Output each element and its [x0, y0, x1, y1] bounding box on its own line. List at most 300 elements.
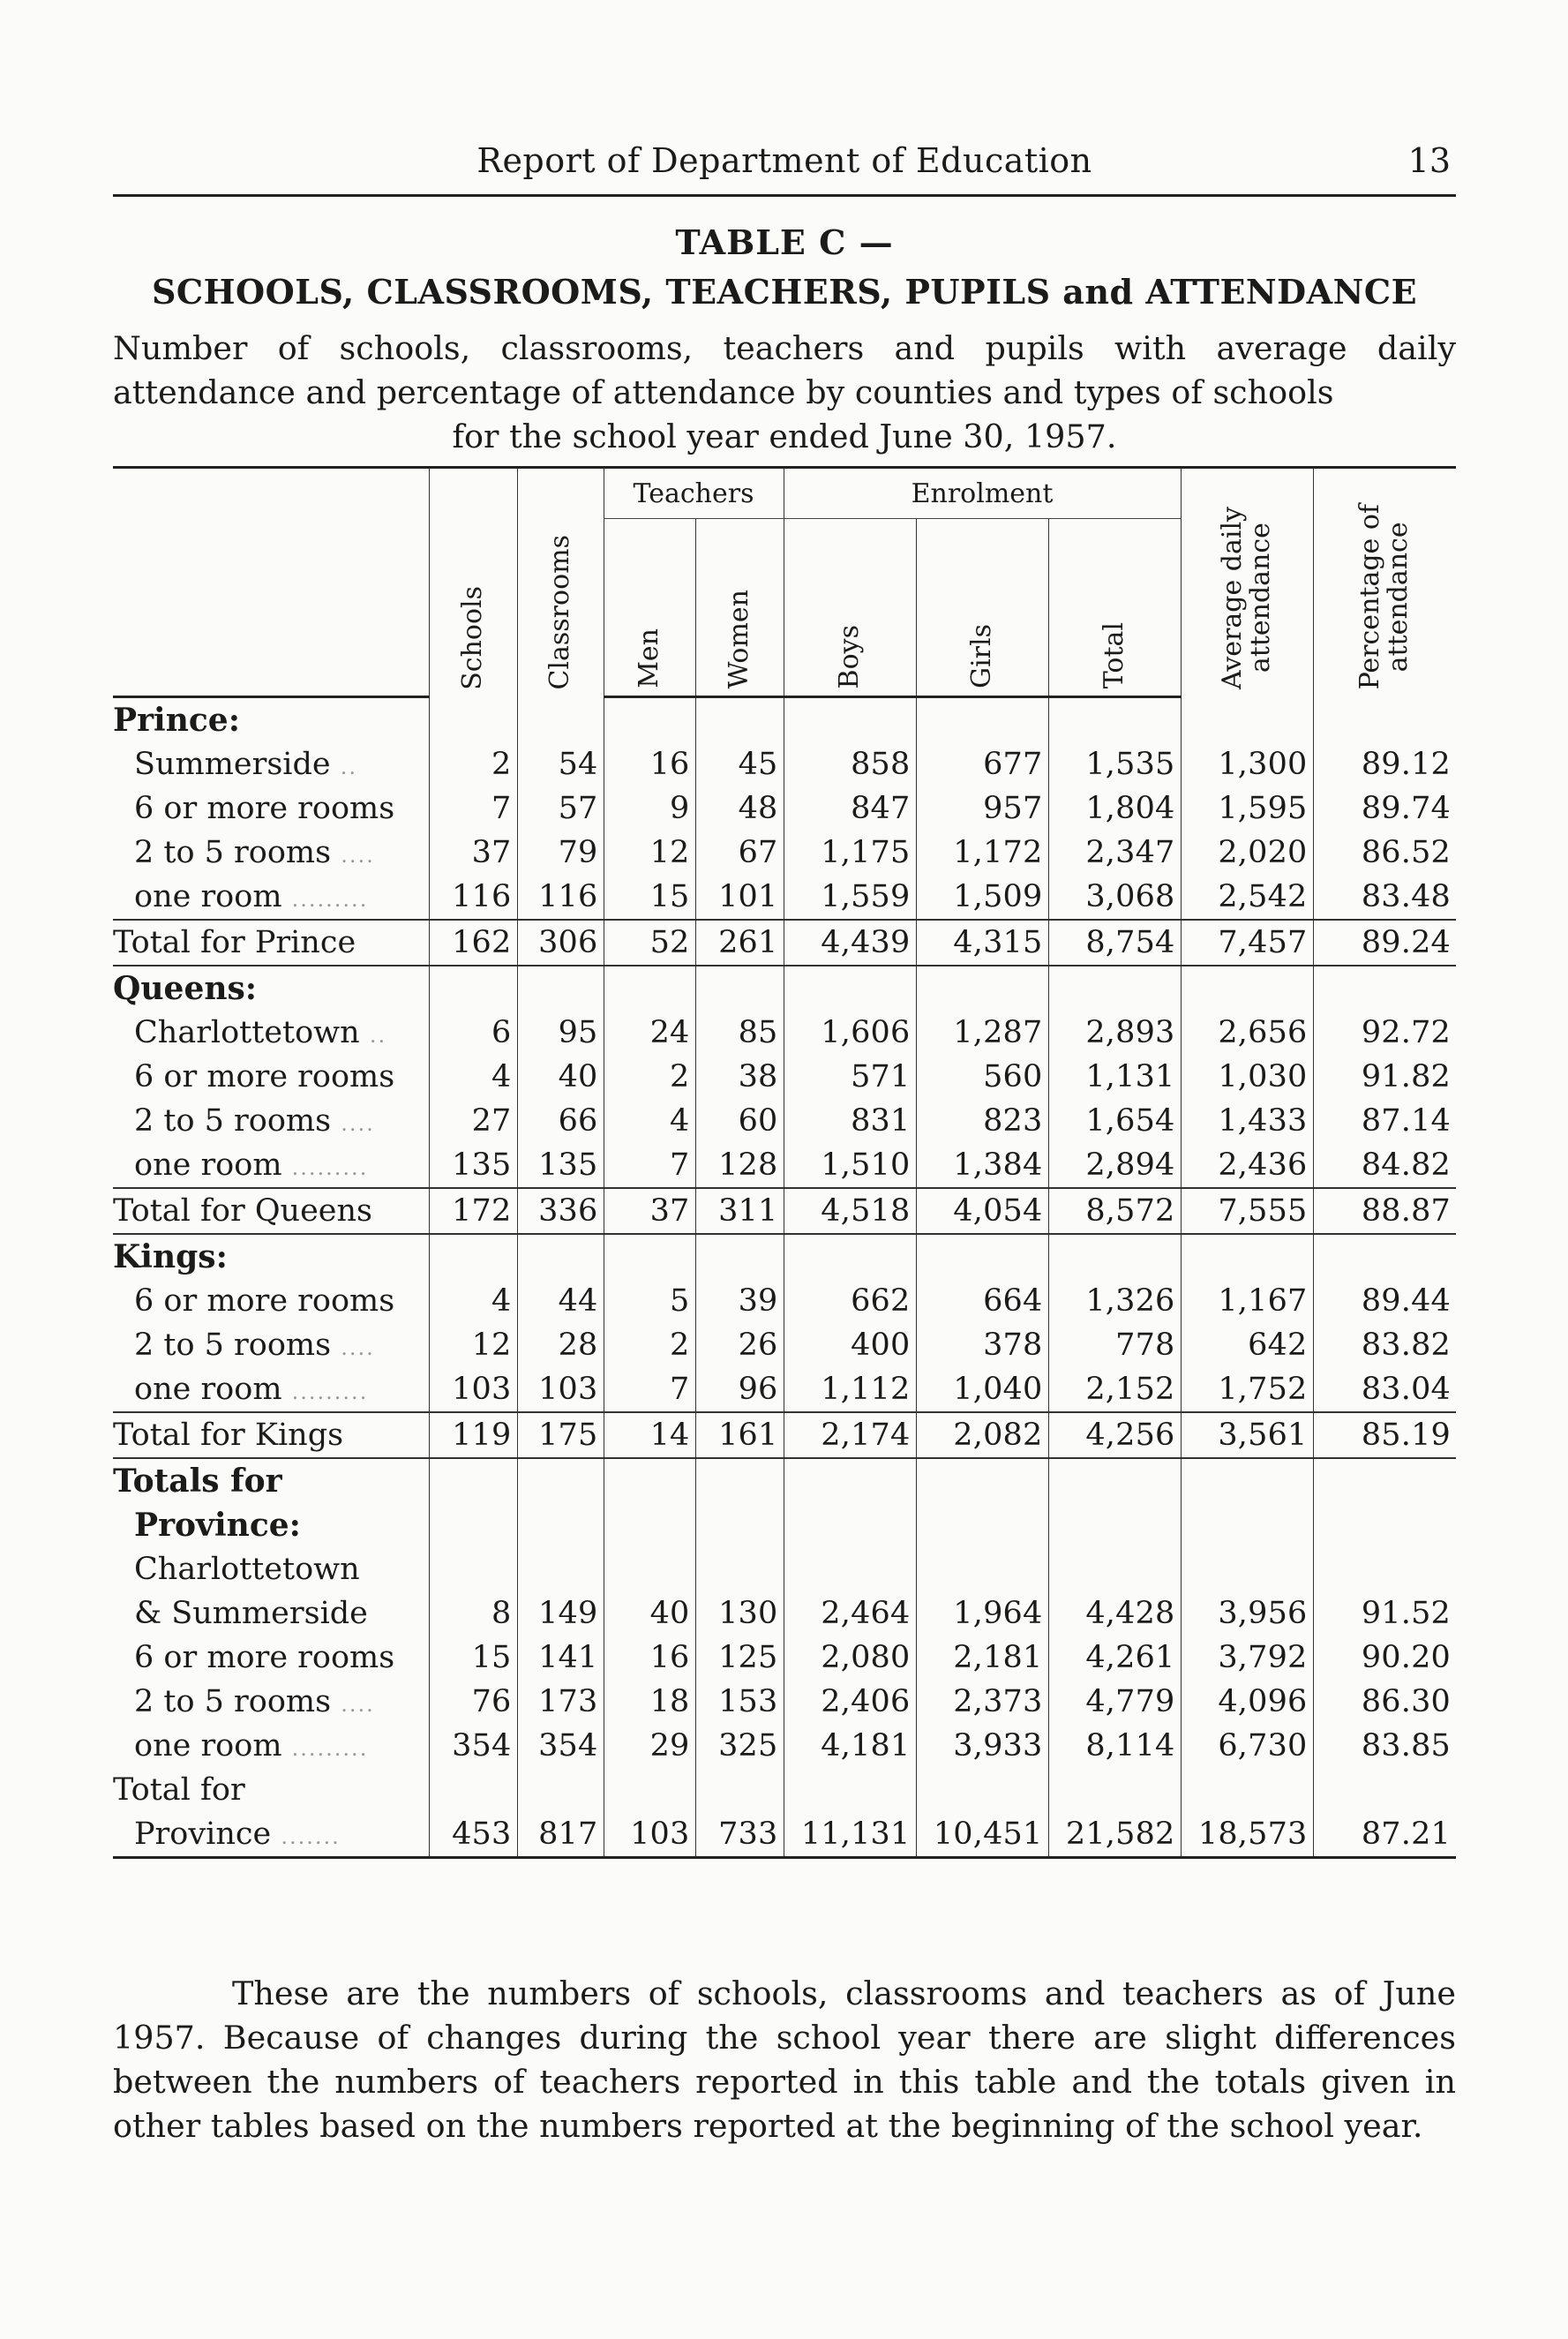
leader-dots: ......... — [291, 1380, 369, 1404]
column-header-percentage-attendance-label: Percentage of attendance — [1354, 504, 1414, 690]
row-label-text: Totals for — [113, 1463, 282, 1500]
table-cell: 37 — [429, 831, 517, 875]
table-cell: 1,606 — [784, 1011, 916, 1055]
row-label — [113, 1503, 429, 1547]
table-cell — [1313, 697, 1456, 743]
row-label-text: one room — [134, 1372, 282, 1407]
column-header-classrooms-label: Classrooms — [544, 534, 575, 690]
table-cell: 103 — [517, 1367, 604, 1412]
table-cell: 8,572 — [1048, 1188, 1181, 1234]
row-label — [113, 875, 429, 920]
table-cell — [1313, 1503, 1456, 1547]
table-cell: 92.72 — [1313, 1011, 1456, 1055]
table-cell — [695, 1458, 784, 1503]
leader-dots: .... — [341, 843, 375, 868]
table-cell: 1,167 — [1181, 1279, 1313, 1323]
table-cell: 48 — [695, 786, 784, 831]
table-cell: 79 — [517, 831, 604, 875]
table-cell — [517, 1458, 604, 1503]
leader-dots: .... — [341, 1335, 375, 1360]
table-cell: 37 — [604, 1188, 695, 1234]
table-cell: 5 — [604, 1279, 695, 1323]
table-cell: 2,082 — [916, 1412, 1048, 1458]
table-cell: 378 — [916, 1323, 1048, 1367]
row-label-text: 6 or more rooms — [134, 791, 395, 826]
table-cell: 1,175 — [784, 831, 916, 875]
section-row — [113, 966, 1456, 1011]
section-row — [113, 697, 1456, 743]
table-cell: 261 — [695, 920, 784, 966]
row-label — [113, 697, 429, 743]
table-cell: 91.52 — [1313, 1591, 1456, 1636]
table-cell — [429, 1547, 517, 1591]
leader-dots: ......... — [291, 887, 369, 912]
table-row — [113, 1143, 1456, 1188]
table-cell — [695, 966, 784, 1011]
table-row — [113, 1724, 1456, 1768]
table-cell: 67 — [695, 831, 784, 875]
table-cell: 3,068 — [1048, 875, 1181, 920]
table-cell: 2,464 — [784, 1591, 916, 1636]
table-cell: 1,326 — [1048, 1279, 1181, 1323]
column-header-classrooms — [517, 468, 604, 697]
table-cell: 4,315 — [916, 920, 1048, 966]
table-cell: 677 — [916, 742, 1048, 786]
table-cell: 4,518 — [784, 1188, 916, 1234]
row-label-text: & Summerside — [134, 1596, 368, 1631]
table-cell — [1048, 1768, 1181, 1812]
table-cell: 101 — [695, 875, 784, 920]
table-cell: 149 — [517, 1591, 604, 1636]
table-cell: 128 — [695, 1143, 784, 1188]
table-cell — [429, 697, 517, 743]
table-cell — [916, 1503, 1048, 1547]
column-header-schools — [429, 468, 517, 697]
table-cell: 8,114 — [1048, 1724, 1181, 1768]
table-cell: 27 — [429, 1099, 517, 1143]
row-label-text: Total for Prince — [113, 925, 356, 960]
table-header — [113, 468, 1456, 697]
table-cell — [1048, 697, 1181, 743]
table-cell — [429, 1503, 517, 1547]
table-cell: 116 — [517, 875, 604, 920]
table-cell — [1313, 1234, 1456, 1279]
table-cell: 26 — [695, 1323, 784, 1367]
table-cell: 38 — [695, 1055, 784, 1099]
table-cell: 6 — [429, 1011, 517, 1055]
table-cell: 89.24 — [1313, 920, 1456, 966]
row-label — [113, 1188, 429, 1234]
table-cell — [1048, 1503, 1181, 1547]
row-label-text: Summerside — [134, 747, 331, 782]
table-cell: 141 — [517, 1636, 604, 1680]
table-cell: 21,582 — [1048, 1812, 1181, 1858]
table-cell: 2,542 — [1181, 875, 1313, 920]
table-cell: 14 — [604, 1412, 695, 1458]
table-cell: 8,754 — [1048, 920, 1181, 966]
table-cell: 40 — [517, 1055, 604, 1099]
table-cell: 1,804 — [1048, 786, 1181, 831]
table-row — [113, 786, 1456, 831]
table-row — [113, 875, 1456, 920]
column-header-boys: Boys — [784, 519, 916, 697]
row-label-text: Total for Kings — [113, 1418, 344, 1453]
table-cell — [784, 966, 916, 1011]
table-cell — [604, 966, 695, 1011]
table-cell — [1048, 1547, 1181, 1591]
table-cell: 1,535 — [1048, 742, 1181, 786]
table-cell: 89.12 — [1313, 742, 1456, 786]
table-cell: 12 — [429, 1323, 517, 1367]
row-label-text: Kings: — [113, 1238, 228, 1275]
row-label — [113, 1011, 429, 1055]
table-cell: 153 — [695, 1680, 784, 1724]
table-row — [113, 1768, 1456, 1812]
table-cell: 1,559 — [784, 875, 916, 920]
table-cell — [1313, 966, 1456, 1011]
report-title: Report of Department of Education — [476, 141, 1092, 180]
table-cell: 2,080 — [784, 1636, 916, 1680]
table-cell: 1,654 — [1048, 1099, 1181, 1143]
table-cell: 2 — [604, 1055, 695, 1099]
table-cell — [784, 1768, 916, 1812]
table-row — [113, 1055, 1456, 1099]
row-label — [113, 1099, 429, 1143]
row-label-text: Prince: — [113, 702, 240, 739]
table-cell — [1313, 1547, 1456, 1591]
table-cell: 83.04 — [1313, 1367, 1456, 1412]
description-line: attendance and percentage of attendance by counties and types of schools — [113, 373, 1334, 411]
table-cell — [916, 1547, 1048, 1591]
table-cell: 4,779 — [1048, 1680, 1181, 1724]
table-cell: 2,893 — [1048, 1011, 1181, 1055]
table-cell — [1181, 1234, 1313, 1279]
table-cell — [429, 1768, 517, 1812]
table-cell: 175 — [517, 1412, 604, 1458]
table-cell: 1,510 — [784, 1143, 916, 1188]
table-cell — [1048, 966, 1181, 1011]
total-row — [113, 1188, 1456, 1234]
table-cell: 642 — [1181, 1323, 1313, 1367]
header-blank-lower — [113, 519, 429, 697]
table-cell: 135 — [429, 1143, 517, 1188]
table-cell — [784, 697, 916, 743]
table-cell: 95 — [517, 1011, 604, 1055]
table-cell: 1,287 — [916, 1011, 1048, 1055]
table-cell — [604, 1458, 695, 1503]
table-cell: 12 — [604, 831, 695, 875]
table-cell — [517, 1547, 604, 1591]
table-cell: 354 — [517, 1724, 604, 1768]
row-label — [113, 742, 429, 786]
table-cell — [916, 966, 1048, 1011]
table-description — [113, 327, 1456, 459]
table-cell: 130 — [695, 1591, 784, 1636]
table-cell: 2 — [429, 742, 517, 786]
header-blank — [113, 468, 429, 519]
table-cell — [517, 966, 604, 1011]
table-cell: 18,573 — [1181, 1812, 1313, 1858]
column-header-women: Women — [695, 519, 784, 697]
row-label-text: Queens: — [113, 970, 258, 1007]
table-cell — [1048, 1458, 1181, 1503]
leader-dots: .... — [341, 1111, 375, 1136]
table-cell: 957 — [916, 786, 1048, 831]
row-label-text: Province — [134, 1816, 272, 1852]
table-cell: 76 — [429, 1680, 517, 1724]
row-label — [113, 1412, 429, 1458]
table-cell: 90.20 — [1313, 1636, 1456, 1680]
table-cell: 1,752 — [1181, 1367, 1313, 1412]
table-subtitle: SCHOOLS, CLASSROOMS, TEACHERS, PUPILS and ATTENDANCE — [151, 272, 1418, 312]
footnote: These are the numbers of schools, classrooms and teachers as of June 1957. Because of changes during the school year there are slight differences between the numbers of teachers reported in this table and the totals given in other tables based on the numbers reported at the beginning of the school year. — [113, 1974, 1456, 2145]
grand-total-row — [113, 1812, 1456, 1858]
table-cell: 116 — [429, 875, 517, 920]
description-line: for the school year ended June 30, 1957. — [452, 417, 1117, 455]
row-label-text: 2 to 5 rooms — [134, 1684, 332, 1719]
row-label — [113, 1812, 429, 1858]
table-cell: 2,152 — [1048, 1367, 1181, 1412]
table-cell: 733 — [695, 1812, 784, 1858]
table-cell: 96 — [695, 1367, 784, 1412]
running-header — [113, 141, 1456, 197]
table-cell: 88.87 — [1313, 1188, 1456, 1234]
table-cell: 119 — [429, 1412, 517, 1458]
table-cell — [1181, 1768, 1313, 1812]
table-cell — [695, 1547, 784, 1591]
table-cell: 1,964 — [916, 1591, 1048, 1636]
table-cell: 2,174 — [784, 1412, 916, 1458]
description-line: Number of schools, classrooms, teachers and pupils with average daily — [113, 329, 1456, 367]
table-cell: 172 — [429, 1188, 517, 1234]
row-label — [113, 966, 429, 1011]
table-cell — [604, 697, 695, 743]
row-label — [113, 1768, 429, 1812]
table-cell: 3,933 — [916, 1724, 1048, 1768]
row-label-text: one room — [134, 1728, 282, 1764]
table-cell: 86.30 — [1313, 1680, 1456, 1724]
column-header-average-attendance-label: Average daily attendance — [1217, 507, 1277, 690]
table-cell — [784, 1547, 916, 1591]
table-cell: 7 — [604, 1143, 695, 1188]
table-cell: 89.74 — [1313, 786, 1456, 831]
table-cell: 817 — [517, 1812, 604, 1858]
table-cell: 103 — [604, 1812, 695, 1858]
table-cell: 2,373 — [916, 1680, 1048, 1724]
table-cell: 306 — [517, 920, 604, 966]
section-row — [113, 1503, 1456, 1547]
table-cell: 1,509 — [916, 875, 1048, 920]
table-cell — [429, 1234, 517, 1279]
table-row — [113, 742, 1456, 786]
table-cell — [784, 1503, 916, 1547]
table-cell: 4 — [604, 1099, 695, 1143]
table-cell: 400 — [784, 1323, 916, 1367]
table-cell: 823 — [916, 1099, 1048, 1143]
leader-dots: ......... — [291, 1736, 369, 1761]
table-cell — [916, 697, 1048, 743]
table-cell: 11,131 — [784, 1812, 916, 1858]
table-cell: 7,457 — [1181, 920, 1313, 966]
table-cell — [916, 1768, 1048, 1812]
table-cell: 16 — [604, 742, 695, 786]
table-row — [113, 1680, 1456, 1724]
table-cell: 87.14 — [1313, 1099, 1456, 1143]
table-cell: 336 — [517, 1188, 604, 1234]
table-cell: 161 — [695, 1412, 784, 1458]
row-label-text: Province: — [134, 1507, 301, 1544]
leader-dots: .... — [341, 1692, 375, 1717]
section-row — [113, 1234, 1456, 1279]
table-cell: 1,300 — [1181, 742, 1313, 786]
column-header-total: Total — [1048, 519, 1181, 697]
row-label-text: Total for Queens — [113, 1193, 372, 1229]
row-label — [113, 920, 429, 966]
table-cell: 85 — [695, 1011, 784, 1055]
row-label — [113, 1279, 429, 1323]
table-cell: 52 — [604, 920, 695, 966]
table-cell: 18 — [604, 1680, 695, 1724]
table-cell — [1181, 1458, 1313, 1503]
column-header-girls: Girls — [916, 519, 1048, 697]
table-cell: 9 — [604, 786, 695, 831]
table-cell: 162 — [429, 920, 517, 966]
table-cell: 560 — [916, 1055, 1048, 1099]
table-cell — [604, 1503, 695, 1547]
table-cell: 7 — [429, 786, 517, 831]
row-label — [113, 1055, 429, 1099]
table-cell: 15 — [604, 875, 695, 920]
table-cell: 3,792 — [1181, 1636, 1313, 1680]
table-cell: 2 — [604, 1323, 695, 1367]
row-label — [113, 831, 429, 875]
row-label-text: 2 to 5 rooms — [134, 835, 332, 870]
table-cell: 2,181 — [916, 1636, 1048, 1680]
table-row — [113, 1547, 1456, 1591]
column-header-schools-label: Schools — [457, 585, 488, 690]
row-label — [113, 1367, 429, 1412]
table-cell: 8 — [429, 1591, 517, 1636]
table-row — [113, 1636, 1456, 1680]
row-label — [113, 1636, 429, 1680]
table-cell — [1181, 1503, 1313, 1547]
row-label — [113, 1234, 429, 1279]
table-cell: 354 — [429, 1724, 517, 1768]
row-label — [113, 786, 429, 831]
table-cell: 2,347 — [1048, 831, 1181, 875]
table-cell: 173 — [517, 1680, 604, 1724]
table-cell: 84.82 — [1313, 1143, 1456, 1188]
row-label — [113, 1547, 429, 1591]
table-cell: 2,406 — [784, 1680, 916, 1724]
leader-dots: .. — [369, 1023, 387, 1048]
table-cell: 4,261 — [1048, 1636, 1181, 1680]
row-label-text: 2 to 5 rooms — [134, 1327, 332, 1363]
row-label — [113, 1591, 429, 1636]
table-row — [113, 1011, 1456, 1055]
table-cell: 10,451 — [916, 1812, 1048, 1858]
table-cell: 57 — [517, 786, 604, 831]
table-row — [113, 1591, 1456, 1636]
table-cell: 4 — [429, 1279, 517, 1323]
table-cell — [1313, 1768, 1456, 1812]
table-cell: 83.85 — [1313, 1724, 1456, 1768]
table-cell — [695, 1234, 784, 1279]
table-cell — [916, 1458, 1048, 1503]
table-cell: 831 — [784, 1099, 916, 1143]
table-row — [113, 831, 1456, 875]
table-cell: 1,384 — [916, 1143, 1048, 1188]
table-cell — [1181, 966, 1313, 1011]
row-label-text: 6 or more rooms — [134, 1283, 395, 1319]
table-cell: 3,561 — [1181, 1412, 1313, 1458]
row-label-text: one room — [134, 1147, 282, 1183]
column-header-men: Men — [604, 519, 695, 697]
table-cell: 83.82 — [1313, 1323, 1456, 1367]
table-cell — [429, 1458, 517, 1503]
row-label-text: Charlottetown — [134, 1015, 360, 1050]
table-cell: 2,656 — [1181, 1011, 1313, 1055]
table-cell: 4,256 — [1048, 1412, 1181, 1458]
table-cell — [695, 1768, 784, 1812]
table-cell: 1,030 — [1181, 1055, 1313, 1099]
table-row — [113, 1323, 1456, 1367]
table-cell: 6,730 — [1181, 1724, 1313, 1768]
table-cell: 325 — [695, 1724, 784, 1768]
table-cell: 778 — [1048, 1323, 1181, 1367]
row-label-text: 6 or more rooms — [134, 1640, 395, 1675]
column-header-percentage-attendance — [1313, 468, 1456, 697]
table-cell: 1,595 — [1181, 786, 1313, 831]
row-label-text: Total for — [113, 1772, 245, 1808]
table-cell: 91.82 — [1313, 1055, 1456, 1099]
table-cell — [916, 1234, 1048, 1279]
column-group-teachers: Teachers — [604, 468, 784, 519]
table-cell: 664 — [916, 1279, 1048, 1323]
table-title: TABLE C — — [675, 222, 894, 262]
table-cell — [1313, 1458, 1456, 1503]
table-cell — [784, 1458, 916, 1503]
table-cell: 1,131 — [1048, 1055, 1181, 1099]
table-cell: 1,112 — [784, 1367, 916, 1412]
table-cell: 86.52 — [1313, 831, 1456, 875]
total-row — [113, 1412, 1456, 1458]
section-row — [113, 1458, 1456, 1503]
table-cell — [1048, 1234, 1181, 1279]
statistics-table — [113, 466, 1456, 1859]
table-cell: 54 — [517, 742, 604, 786]
table-cell: 7 — [604, 1367, 695, 1412]
table-cell — [517, 1503, 604, 1547]
table-cell: 858 — [784, 742, 916, 786]
table-cell: 135 — [517, 1143, 604, 1188]
table-cell — [517, 1768, 604, 1812]
row-label-text: one room — [134, 879, 282, 914]
table-cell: 125 — [695, 1636, 784, 1680]
table-cell: 4,181 — [784, 1724, 916, 1768]
table-cell: 2,894 — [1048, 1143, 1181, 1188]
table-cell: 453 — [429, 1812, 517, 1858]
table-cell: 24 — [604, 1011, 695, 1055]
total-row — [113, 920, 1456, 966]
table-cell: 16 — [604, 1636, 695, 1680]
table-cell — [517, 1234, 604, 1279]
table-cell: 87.21 — [1313, 1812, 1456, 1858]
table-cell — [517, 697, 604, 743]
row-label — [113, 1458, 429, 1503]
row-label — [113, 1680, 429, 1724]
table-cell — [429, 966, 517, 1011]
